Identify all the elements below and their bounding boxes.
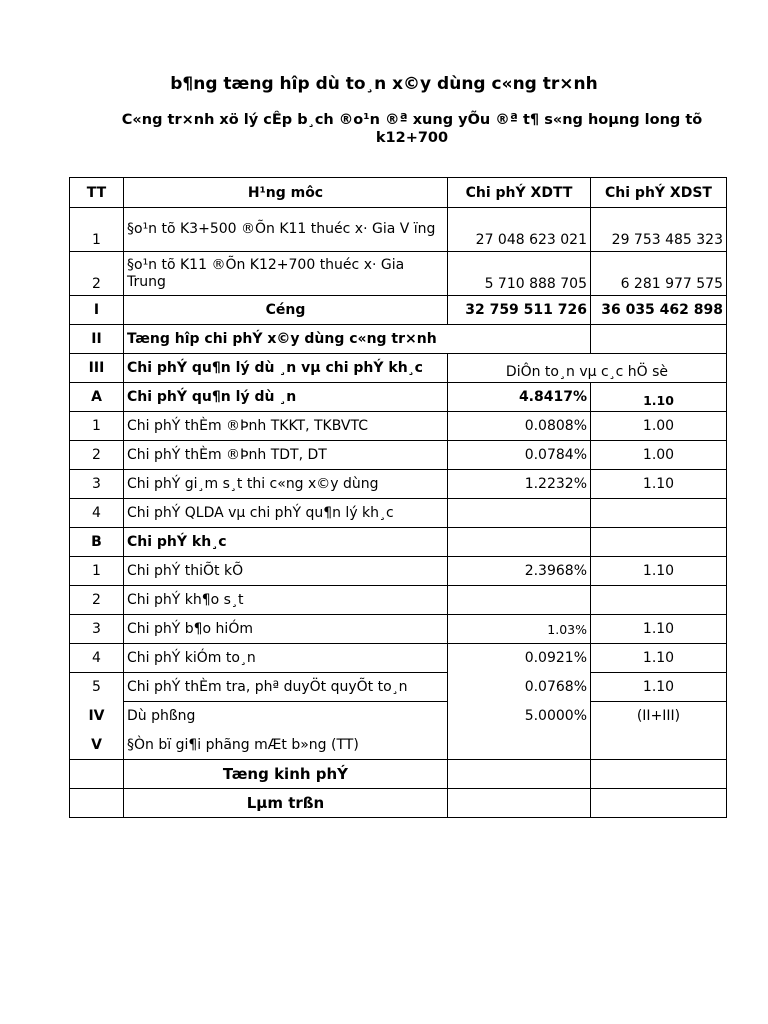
row-item: Chi phÝ QLDA vµ chi phÝ qu¶n lý kh¸c bbox=[124, 499, 448, 528]
table-row bbox=[70, 528, 727, 557]
row-xdst: 1.10 bbox=[591, 673, 727, 702]
row-xdst: 1.00 bbox=[591, 412, 727, 441]
row-xdtt bbox=[448, 528, 591, 557]
row-xdst bbox=[591, 731, 727, 760]
row-tt bbox=[70, 789, 124, 818]
row-xdst bbox=[591, 528, 727, 557]
row-xdst: 1.10 bbox=[591, 644, 727, 673]
row-xdst bbox=[591, 499, 727, 528]
row-tt: 1 bbox=[70, 412, 124, 441]
table-row bbox=[70, 441, 727, 470]
row-tt: II bbox=[70, 325, 124, 354]
row-xdtt: 1.03% bbox=[448, 615, 591, 644]
row-tt: 1 bbox=[70, 557, 124, 586]
row-xdtt: 32 759 511 726 bbox=[448, 296, 591, 325]
row-item: Dù phßng bbox=[124, 702, 448, 731]
table-row bbox=[70, 731, 727, 760]
row-xdst: 29 753 485 323 bbox=[591, 208, 727, 252]
row-xdtt: 0.0784% bbox=[448, 441, 591, 470]
row-tt: 3 bbox=[70, 615, 124, 644]
row-xdst: 36 035 462 898 bbox=[591, 296, 727, 325]
table-row bbox=[70, 760, 727, 789]
row-item: Chi phÝ kiÓm to¸n bbox=[124, 644, 448, 673]
table-row bbox=[70, 354, 727, 383]
row-item: Chi phÝ thiÕt kÕ bbox=[124, 557, 448, 586]
table-row bbox=[70, 673, 727, 702]
table-row bbox=[70, 702, 727, 731]
row-item: Tæng hîp chi phÝ x©y dùng c«ng tr×nh bbox=[124, 325, 591, 354]
row-xdtt: 1.2232% bbox=[448, 470, 591, 499]
table-row bbox=[70, 644, 727, 673]
row-xdtt bbox=[448, 586, 591, 615]
row-xdst: 1.00 bbox=[591, 441, 727, 470]
row-item: Céng bbox=[124, 296, 448, 325]
row-item: §Òn bï gi¶i phãng mÆt b»ng (TT) bbox=[124, 731, 448, 760]
header-item: H¹ng môc bbox=[124, 178, 448, 208]
cost-summary-table bbox=[69, 177, 727, 818]
row-tt: 2 bbox=[70, 252, 124, 296]
row-xdtt bbox=[448, 760, 591, 789]
row-xdst bbox=[591, 789, 727, 818]
table-row bbox=[70, 208, 727, 252]
row-item: Chi phÝ kh¸c bbox=[124, 528, 448, 557]
table-row bbox=[70, 296, 727, 325]
table-row bbox=[70, 789, 727, 818]
row-xdtt: 0.0768% bbox=[448, 673, 591, 702]
header-xdst: Chi phÝ XDST bbox=[591, 178, 727, 208]
row-tt: B bbox=[70, 528, 124, 557]
row-xdtt: 4.8417% bbox=[448, 383, 591, 412]
header-tt: TT bbox=[70, 178, 124, 208]
row-xdst bbox=[591, 760, 727, 789]
table-header-row bbox=[70, 178, 727, 208]
row-xdst bbox=[591, 586, 727, 615]
row-item: Lµm trßn bbox=[124, 789, 448, 818]
row-xdtt: 27 048 623 021 bbox=[448, 208, 591, 252]
table-row bbox=[70, 470, 727, 499]
table-row bbox=[70, 557, 727, 586]
table-row bbox=[70, 586, 727, 615]
row-item: Chi phÝ thÈm tra, phª duyÖt quyÕt to¸n bbox=[124, 673, 448, 702]
row-tt: IV bbox=[70, 702, 124, 731]
row-xdtt: 2.3968% bbox=[448, 557, 591, 586]
row-item: Chi phÝ qu¶n lý dù ¸n bbox=[124, 383, 448, 412]
row-xdst: 1.10 bbox=[591, 615, 727, 644]
page-subtitle: C«ng tr×nh xö lý cÊp b¸ch ®o¹n ®ª xung yÕu ®ª t¶ s«ng hoµng long tõ k12+700 bbox=[121, 112, 703, 146]
row-item: Chi phÝ thÈm ®Þnh TKKT, TKBVTC bbox=[124, 412, 448, 441]
row-tt: 2 bbox=[70, 586, 124, 615]
row-tt: 5 bbox=[70, 673, 124, 702]
row-item: Chi phÝ kh¶o s¸t bbox=[124, 586, 448, 615]
row-item: Chi phÝ thÈm ®Þnh TDT, DT bbox=[124, 441, 448, 470]
row-xdtt: 0.0808% bbox=[448, 412, 591, 441]
row-xdst: 1.10 bbox=[591, 557, 727, 586]
row-tt: III bbox=[70, 354, 124, 383]
row-xdst bbox=[591, 325, 727, 354]
row-xdst: 1.10 bbox=[591, 383, 727, 412]
row-item: Tæng kinh phÝ bbox=[124, 760, 448, 789]
table-row bbox=[70, 412, 727, 441]
row-xdtt bbox=[448, 789, 591, 818]
row-item: Chi phÝ b¶o hiÓm bbox=[124, 615, 448, 644]
row-xdtt: 5.0000% bbox=[448, 702, 591, 731]
table-row bbox=[70, 383, 727, 412]
row-tt: A bbox=[70, 383, 124, 412]
row-tt bbox=[70, 760, 124, 789]
row-item: Chi phÝ qu¶n lý dù ¸n vµ chi phÝ kh¸c bbox=[124, 354, 448, 383]
page-title: b¶ng tæng hîp dù to¸n x©y dùng c«ng tr×nh bbox=[170, 74, 598, 94]
row-tt: I bbox=[70, 296, 124, 325]
row-item: Chi phÝ gi¸m s¸t thi c«ng x©y dùng bbox=[124, 470, 448, 499]
table-row bbox=[70, 325, 727, 354]
row-tt: 4 bbox=[70, 644, 124, 673]
table-row bbox=[70, 499, 727, 528]
header-xdtt: Chi phÝ XDTT bbox=[448, 178, 591, 208]
row-xdtt: 0.0921% bbox=[448, 644, 591, 673]
table-row bbox=[70, 615, 727, 644]
row-item: §o¹n tõ K11 ®Õn K12+700 thuéc x· Gia Trung bbox=[124, 252, 448, 296]
row-tt: 2 bbox=[70, 441, 124, 470]
row-xdtt: 5 710 888 705 bbox=[448, 252, 591, 296]
row-xdst: (II+III) bbox=[591, 702, 727, 731]
row-xdst: 1.10 bbox=[591, 470, 727, 499]
row-note: DiÔn to¸n vµ c¸c hÖ sè bbox=[448, 354, 727, 383]
row-item: §o¹n tõ K3+500 ®Õn K11 thuéc x· Gia V ïng bbox=[124, 208, 448, 252]
row-tt: 1 bbox=[70, 208, 124, 252]
row-xdst: 6 281 977 575 bbox=[591, 252, 727, 296]
row-tt: V bbox=[70, 731, 124, 760]
table-row bbox=[70, 252, 727, 296]
row-xdtt bbox=[448, 499, 591, 528]
row-tt: 3 bbox=[70, 470, 124, 499]
row-tt: 4 bbox=[70, 499, 124, 528]
row-xdtt bbox=[448, 731, 591, 760]
